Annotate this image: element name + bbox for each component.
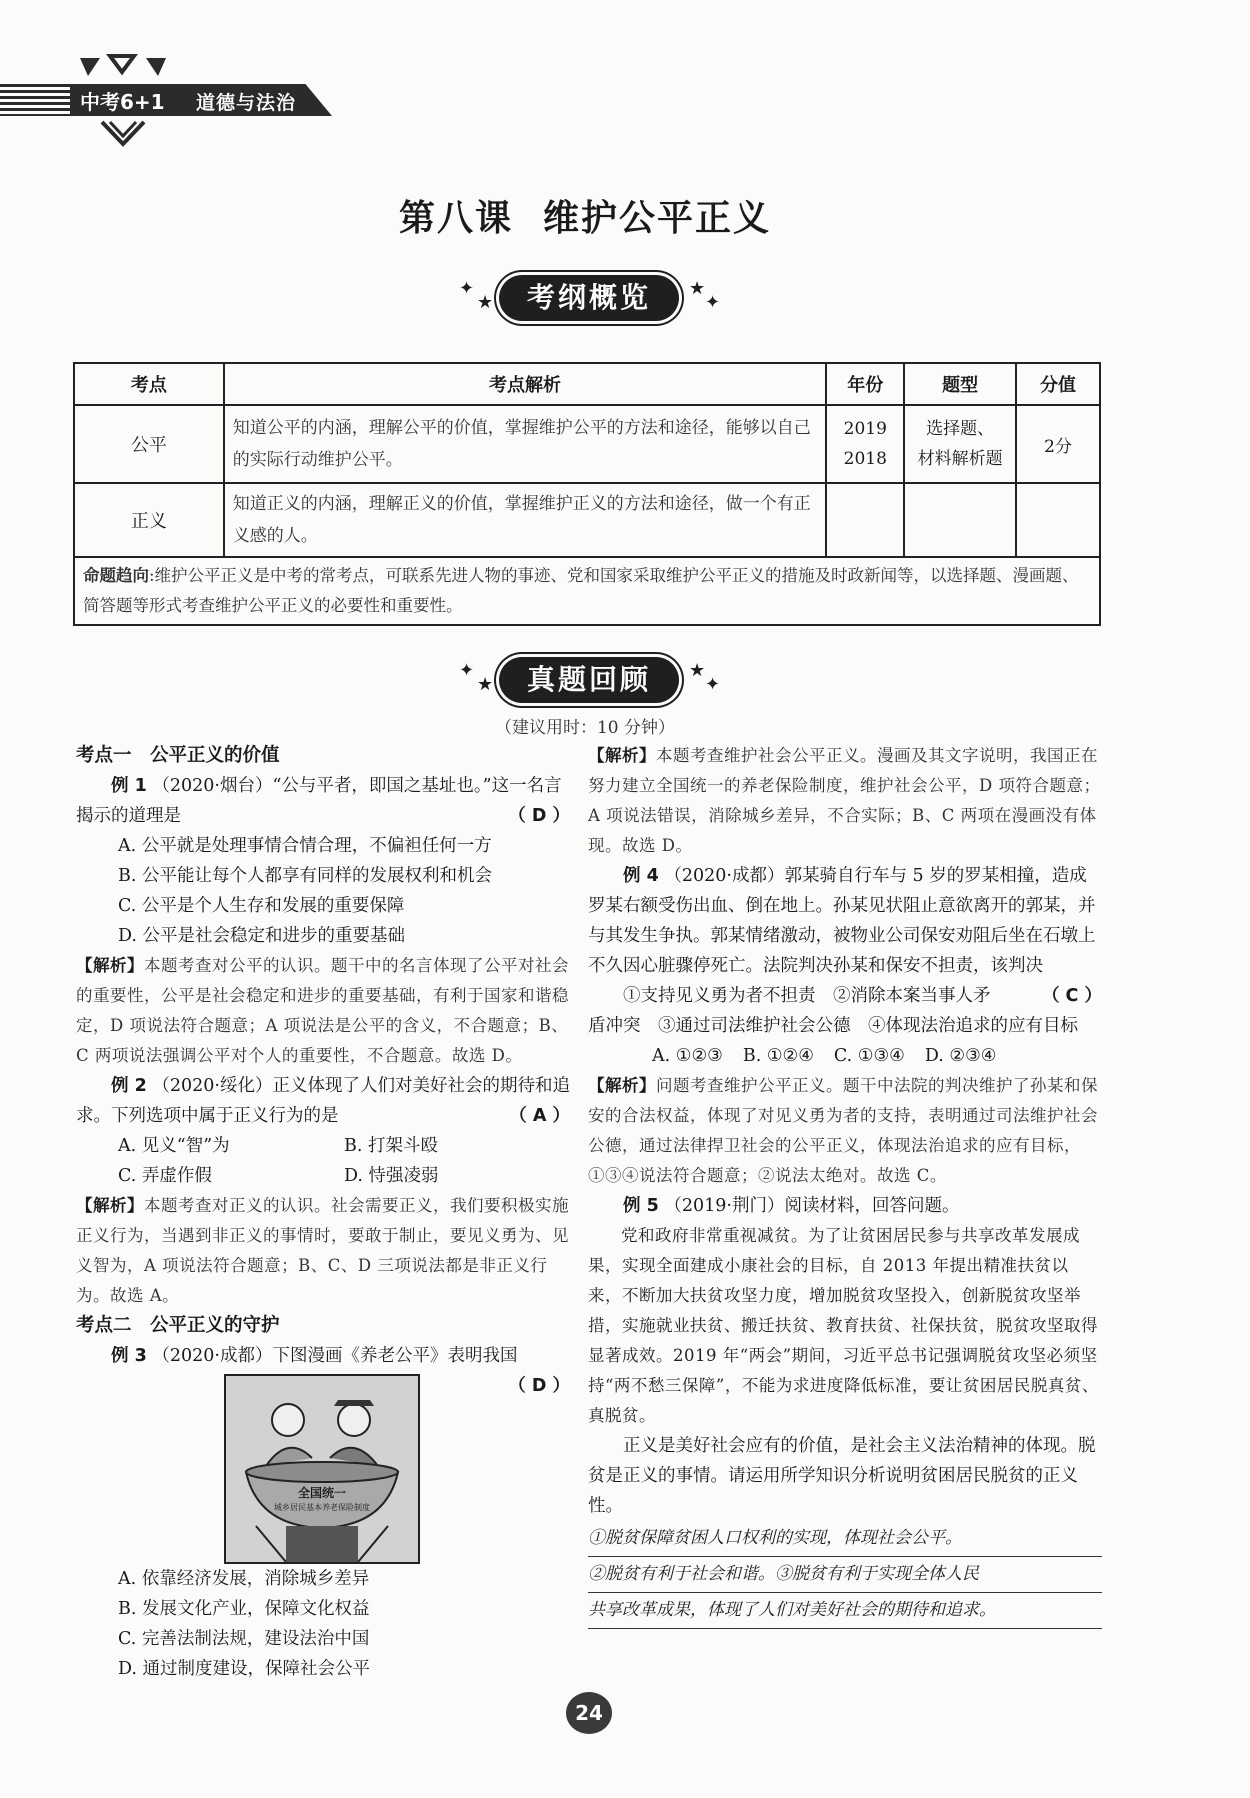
type-value: 材料解析题 — [917, 449, 1003, 469]
comic-caption: 全国统一 — [297, 1486, 346, 1500]
star-icon: ✦ — [705, 674, 721, 695]
reading-material: 党和政府非常重视减贫。为了让贫困居民参与共享改革发展成果，实现全面建成小康社会的目标，自 2013 年提出精准扶贫以来，不断加大扶贫攻坚力度，增加脱贫攻坚投入，创新脱贫攻坚举措，实施就业扶贫、搬迁扶贫、教育扶贫、社保扶贫，脱贫攻坚取得显著成效。2019 年“两会”期间，习近平总书记强调脱贫攻坚必须坚持“两不愁三保障”，不能为求进度降低标准，要让贫困居民脱真贫、真脱贫。 — [588, 1226, 1099, 1425]
option: B. 打架斗殴 — [344, 1136, 438, 1156]
example-label: 例 4 — [623, 866, 659, 886]
question-text: （2020·成都）郭某骑自行车与 5 岁的罗某相撞，造成罗某右额受伤出血、倒在地上。孙某见状阻止意欲离开的郭某，并与其发生争执。郭某情绪激动，被物业公司保安劝阻后坐在石墩上不久因心脏骤停死亡。法院判决孙某和保安不担责，该判决 — [588, 866, 1096, 976]
star-icon: ★ — [689, 278, 706, 299]
analysis-cell: 知道公平的内涵，理解公平的价值，掌握维护公平的方法和途径，能够以自己的实际行动维护公平。 — [224, 405, 827, 483]
option: B. ①②④ — [742, 1046, 814, 1066]
section-banner-overview — [455, 270, 725, 326]
type-value: 选择题、 — [926, 419, 995, 439]
trend-label: 命题趋向 — [83, 566, 149, 585]
trend-row — [74, 557, 1100, 625]
year-value: 2018 — [843, 449, 887, 469]
option: D. 通过制度建设，保障社会公平 — [118, 1659, 371, 1679]
statement-list: ①支持见义勇为者不担责 ②消除本案当事人矛盾冲突 ③通过司法维护社会公德 ④体现法治追求的应有目标 — [588, 986, 1078, 1036]
option-row — [76, 1161, 570, 1191]
table-row — [74, 405, 1100, 483]
question-text: （2020·成都）下图漫画《养老公平》表明我国 — [152, 1346, 518, 1366]
time-hint: （建议用时：10 分钟） — [494, 718, 676, 738]
answer-mark: （ D ） — [508, 806, 570, 826]
topic-cell: 公平 — [74, 405, 224, 483]
star-icon: ✦ — [459, 660, 475, 681]
example-3 — [76, 1341, 570, 1371]
trend-cell — [74, 557, 1100, 625]
table-header-row — [74, 363, 1100, 405]
star-icon: ★ — [477, 674, 494, 695]
answer-line: 共享改革成果，体现了人们对美好社会的期待和追求。 — [588, 1593, 1102, 1629]
question-text: （2020·烟台）“公与平者，即国之基址也。”这一名言揭示的道理是 — [76, 776, 562, 826]
series-logo: 中考6+1 — [80, 90, 165, 114]
option: A. ①②③ — [652, 1046, 723, 1066]
section-banner-review — [455, 652, 725, 708]
example-label: 例 1 — [111, 776, 147, 796]
year-value: 2019 — [843, 419, 887, 439]
explanation-label: 【解析】 — [588, 1076, 656, 1095]
option: D. ②③④ — [924, 1046, 997, 1066]
subject-label: 道德与法治 — [196, 92, 297, 114]
analysis-cell: 知道正义的内涵，理解正义的价值，掌握维护正义的方法和途径，做一个有正义感的人。 — [224, 483, 827, 557]
example-label: 例 3 — [111, 1346, 147, 1366]
option: B. 发展文化产业，保障文化权益 — [118, 1599, 370, 1619]
topic-cell: 正义 — [74, 483, 224, 557]
option: C. 弄虚作假 — [118, 1166, 212, 1186]
pension-comic-image — [224, 1374, 420, 1564]
year-cell — [826, 405, 904, 483]
star-icon: ✦ — [705, 292, 721, 313]
option: D. 公平是社会稳定和进步的重要基础 — [118, 926, 406, 946]
answer-mark: （ A ） — [509, 1106, 570, 1126]
star-icon: ✦ — [459, 278, 475, 299]
option: C. ①③④ — [833, 1046, 905, 1066]
example-2 — [76, 1071, 570, 1131]
star-icon: ★ — [689, 660, 706, 681]
col-header: 年份 — [826, 363, 904, 405]
handwritten-answer — [588, 1521, 1102, 1629]
explanation-text: 问题考查维护公平正义。题干中法院的判决维护了孙某和保安的合法权益，体现了对见义勇为者的支持，表明通过司法维护社会公德，通过法律捍卫社会的公平正义，体现法治追求的应有目标，①③④说法符合题意；②说法太绝对。故选 C。 — [588, 1076, 1098, 1185]
trend-text: :维护公平正义是中考的常考点，可联系先进人物的事迹、党和国家采取维护公平正义的措施及时政新闻等，以选择题、漫画题、简答题等形式考查维护公平正义的必要性和重要性。 — [83, 566, 1079, 615]
explanation — [588, 1071, 1102, 1191]
option: C. 完善法制法规，建设法治中国 — [118, 1629, 370, 1649]
explanation — [588, 741, 1102, 861]
comic-subcaption: 城乡居民基本养老保险制度 — [274, 1503, 370, 1512]
explanation — [76, 951, 570, 1071]
score-cell: 2分 — [1016, 405, 1100, 483]
lesson-name: 维护公平正义 — [543, 198, 772, 239]
syllabus-table — [73, 362, 1101, 626]
comic-illustration — [226, 1376, 418, 1562]
question-text: （2019·荆门）阅读材料，回答问题。 — [664, 1196, 960, 1216]
explanation-label: 【解析】 — [76, 956, 144, 975]
score-cell — [1016, 483, 1100, 557]
lesson-number: 第八课 — [398, 198, 513, 239]
example-3-options — [76, 1564, 570, 1684]
banner-title: 考纲概览 — [526, 281, 651, 314]
example-1 — [76, 771, 570, 831]
option: A. 依靠经济发展，消除城乡差异 — [118, 1569, 370, 1589]
page-title — [0, 190, 1170, 241]
question-text: （2020·绥化）正义体现了人们对美好社会的期待和追求。下列选项中属于正义行为的是 — [76, 1076, 570, 1126]
right-column — [588, 741, 1102, 1629]
table-row — [74, 483, 1100, 557]
section-heading: 考点二 公平正义的守护 — [76, 1315, 280, 1336]
question-prompt: 正义是美好社会应有的价值，是社会主义法治精神的体现。脱贫是正义的事情。请运用所学知识分析说明贫困居民脱贫的正义性。 — [588, 1436, 1096, 1516]
section-heading: 考点一 公平正义的价值 — [76, 745, 280, 766]
option: C. 公平是个人生存和发展的重要保障 — [118, 896, 405, 916]
explanation-label: 【解析】 — [76, 1196, 144, 1215]
header-stripes — [0, 84, 70, 116]
year-cell — [826, 483, 904, 557]
answer-mark: （ D ） — [508, 1376, 570, 1396]
col-header: 题型 — [904, 363, 1016, 405]
answer-line: ②脱贫有利于社会和谐。③脱贫有利于实现全体人民 — [588, 1557, 1102, 1593]
example-4 — [588, 861, 1102, 1006]
option: A. 公平就是处理事情合情合理，不偏袒任何一方 — [118, 836, 492, 856]
type-cell — [904, 405, 1016, 483]
answer-mark: （ C ） — [1041, 986, 1102, 1006]
option: B. 公平能让每个人都享有同样的发展权利和机会 — [118, 866, 492, 886]
example-label: 例 2 — [111, 1076, 147, 1096]
explanation — [76, 1191, 570, 1311]
left-column — [76, 741, 570, 1401]
explanation-text: 本题考查对公平的认识。题干中的名言体现了公平对社会的重要性，公平是社会稳定和进步的重要基础，有利于国家和谐稳定，D 项说法符合题意；A 项说法是公平的含义，不合题意；B、C 两项说法强调公平对个人的重要性，不合题意。故选 D。 — [76, 956, 569, 1065]
option-row — [76, 1131, 570, 1161]
star-icon: ★ — [477, 292, 494, 313]
option: A. 见义“智”为 — [118, 1136, 230, 1156]
banner-title: 真题回顾 — [526, 663, 651, 696]
option-row — [588, 1041, 1102, 1071]
example-5 — [588, 1191, 1102, 1221]
type-cell — [904, 483, 1016, 557]
explanation-label: 【解析】 — [588, 746, 656, 765]
col-header: 考点 — [74, 363, 224, 405]
option: D. 恃强凌弱 — [344, 1166, 439, 1186]
example-label: 例 5 — [623, 1196, 659, 1216]
col-header: 考点解析 — [224, 363, 827, 405]
col-header: 分值 — [1016, 363, 1100, 405]
explanation-text: 本题考查维护社会公平正义。漫画及其文字说明，我国正在努力建立全国统一的养老保险制度，维护社会公平，D 项符合题意；A 项说法错误，消除城乡差异，不合实际；B、C 两项在漫画没有体现。故选 D。 — [588, 746, 1101, 855]
answer-line: ①脱贫保障贫困人口权利的实现，体现社会公平。 — [588, 1521, 1102, 1557]
explanation-text: 本题考查对正义的认识。社会需要正义，我们要积极实施正义行为，当遇到非正义的事情时，要敢于制止，要见义勇为、见义智为，A 项说法符合题意；B、C、D 三项说法都是非正义行为。故选 A。 — [76, 1196, 569, 1305]
page-number: 24 — [566, 1692, 612, 1734]
